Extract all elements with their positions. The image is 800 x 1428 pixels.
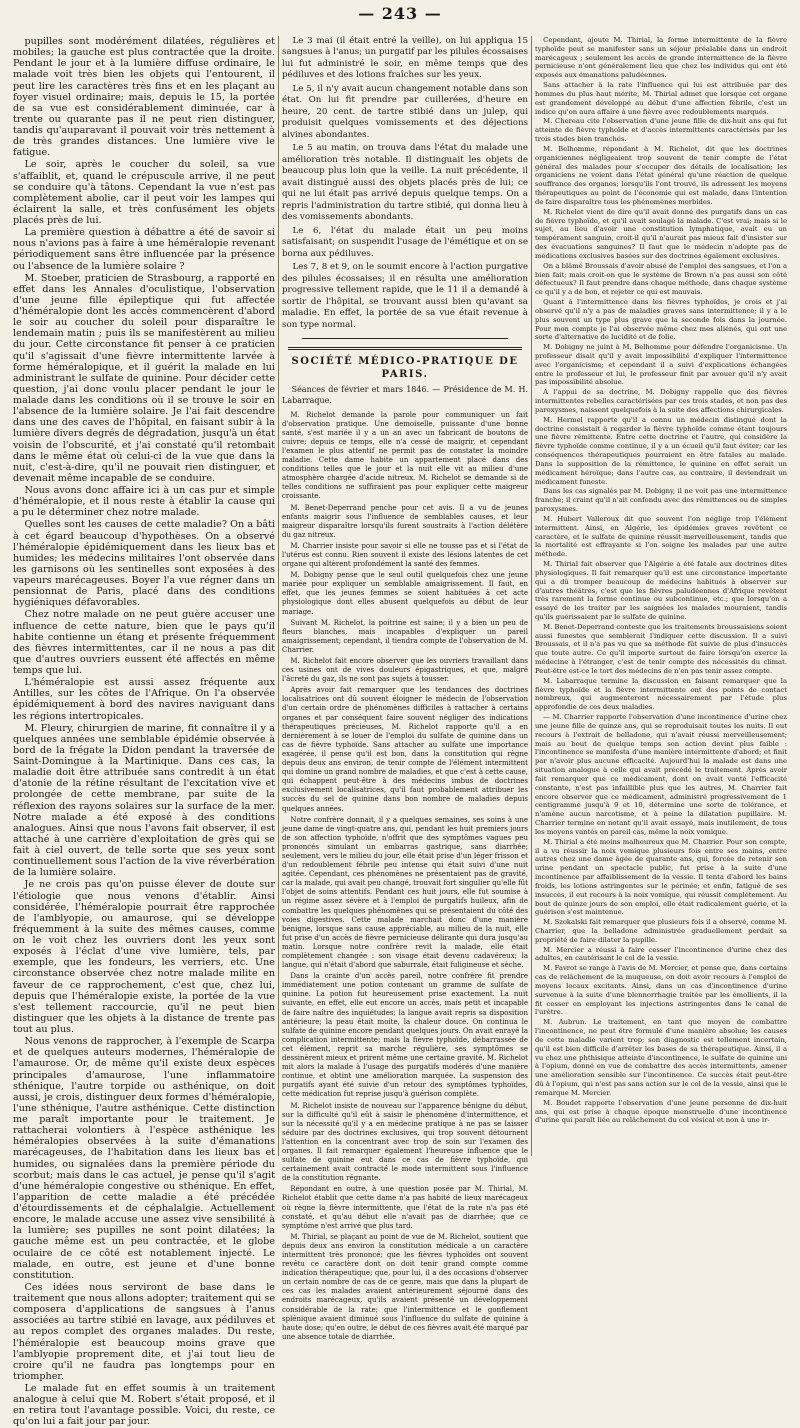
paragraph: Quant à l'intermittence dans les fièvres typhoïdes, je crois et j'ai observé qu'il n'y a pas de maladies graves sans intermittence; il y a le plus souvent un type plus grave que la seconde fois dans la journée. Pour mon compte je l'ai observée même chez mes aliénés, qui ont une sorte d'alternative de lucidité et de folie.: [535, 298, 787, 342]
paragraph: M. Benet-Deperrand conteste que les traitements broussaisiens soient aussi funestes que semblerait l'indiquer cette discussion. Il a suivi Broussais, et il n'a pas vu que sa méthode fût suivie de plus d'insuccès que toute autre. Ce qu'il importe surtout de faire lorsqu'on exerce la médecine à l'étranger, c'est de tenir compte des nécessités du climat. Peut-être est-ce le tort des médecins de n'en pas tenir assez compte.: [535, 622, 787, 675]
paragraph: Dans les cas signalés par M. Dobigny, il ne voit pas une intermittence franche; il craint qu'il n'ait confondu avec des rémittences ou de simples paroxysmes.: [535, 487, 787, 514]
paragraph: Cependant, ajoute M. Thirial, la forme intermittente de la fièvre typhoïde peut se manifester sans un séjour préalable dans un endroit marécageux ; seulement les accès de grande intermittence de la fièvre pernicieuse n'ont généralement lieu que chez les individus qui ont été exposés aux émanations paludéennes.: [535, 36, 787, 80]
paragraph: Suivant M. Richelot, la poitrine est saine; il y a bien un peu de fleurs blanches, mais incapables d'expliquer un pareil amaigrissement; cependant, il tiendra compte de l'observation de M. Charrier.: [282, 618, 528, 654]
paragraph: M. Labarraque termine la discussion en faisant remarquer que la fièvre typhoïde et la fièvre intermittente ont des points de contact nombreux, qui augmenteront nécessairement par l'étude plus approfondie de ces deux maladies.: [535, 676, 787, 712]
paragraph: M. Belhomme, répondant à M. Richelot, dit que les doctrines organiciennes négligeaient trop souvent de tenir compte de l'état général des malades pour s'occuper des détails de localisation; les organiciens ne voient dans l'état général qu'une réaction de quelque souffrance des organes; lorsqu'ils l'ont trouvé, ils adressent les moyens thérapeutiques au point de l'économie qui est malade, dans l'intention de faire disparaître tous les phénomènes morbides.: [535, 144, 787, 206]
paragraph: On a blâmé Broussais d'avoir abusé de l'emploi des sangsues, et l'on a bien fait; mais croit-on que le système de Brown n'a pas aussi son côté défectueux? Il faut prendre dans chaque méthode, dans chaque système ce qu'il y a de bon, et rejeter ce qui est mauvais.: [535, 261, 787, 297]
section-title: SOCIÉTÉ MÉDICO-PRATIQUE DE PARIS.: [291, 356, 519, 381]
section-rule: [302, 338, 508, 339]
column-right: [535, 36, 787, 1161]
paragraph: M. Mercier a réussi à faire cesser l'incontinence d'urine chez des adultes, en cautérisant le col de la vessie.: [535, 945, 787, 963]
paragraph: M. Richelot vient de dire qu'il avait donné des purgatifs dans un cas de fièvre typhoïde, et qu'il avait soulagé la malade. C'est vrai; mais si le sujet, au lieu d'avoir une constitution lymphatique, avait eu un tempérament sanguin, croit-il qu'il n'aurait pas mieux fait d'insister sur des évacuations sanguines? Il faut que le médecin n'adopte pas de médications exclusives basées sur des doctrines également exclusives.: [535, 207, 787, 260]
paragraph: M. Richelot demande la parole pour communiquer un fait d'observation pratique. Une demoiselle, puissante d'une bonne santé, s'est mariée il y a un an avec un fabricant de boutons de cuivre; depuis ce temps, elle n'a cessé de maigrir, et cependant l'examen le plus attentif ne permit pas de constater la moindre maladie. Cette dame habite un appartement placé dans des conditions telles que le jour et la nuit elle vit au milieu d'une atmosphère chargée d'acide nitreux. M. Richelot se demande si de telles conditions ne suffiraient pas pour expliquer cette maigreur croissante.: [282, 410, 528, 501]
paragraph: M. Thirial fait observer que l'Algérie a été fatale aux doctrines dites physiologiques. Il fait remarquer qu'il est une circonstance importante qui a dû tromper beaucoup de médecins habitués à observer sur d'autres théâtres, c'est que les fièvres paludéennes d'Afrique revêtent très rarement la forme continue ou subcontinue, etc.; que lorsqu'on a essayé de les traiter par les saignées les malades mouraient, tandis qu'ils guérissaient par le sulfate de quinine.: [535, 560, 787, 621]
paragraph: Nous venons de rapprocher, à l'exemple de Scarpa et de quelques auteurs modernes, l'héméralopie de l'amaurose. Or, de même qu'il existe deux espèces principales d'amaurose, l'une inflammatoire sthénique, l'autre torpide ou asthénique, on doit aussi, je crois, distinguer deux formes d'héméralopie, l'une sthénique, l'autre asthénique. Cette distinction me paraît importante pour le traitement. Je rattacherai volontiers à l'espèce asthénique les héméralopies observées à la suite d'émanations marécageuses, de l'habitation dans les lieux bas et humides, ou signalées dans la première période du scorbut; mais dans le cas actuel, je pense qu'il s'agit d'une héméralopie congestive ou sthénique. En effet, l'apparition de cette maladie a été précédée d'étourdissements et de céphalalgie. Actuellement encore, le malade accuse une assez vive sensibilité à la lumière; ses pupilles ne sont point dilatées; la gauche même est un peu contractée, et le globe oculaire de ce côté est notablement injecté. Le malade, en outre, est jeune et d'une bonne constitution.: [13, 1036, 275, 1281]
paragraph: Répondant en outre, à une question posée par M. Thirial, M. Richelot établit que cette dame n'a pas habité de lieux marécageux où règne la fièvre intermittente, que l'état de la rate n'a pas été constaté, et qu'au début elle n'avait pas de diarrhée; que ce symptôme n'est arrivé que plus tard.: [282, 1185, 528, 1230]
paragraph: M. Boudet rapporte l'observation d'une jeune personne de dix-huit ans, qui est prise à chaque époque menstruelle d'une incontinence d'urine qui paraît liée au relâchement du col vésical et non à une ir-: [535, 1098, 787, 1125]
paragraph: La première question à débattre a été de savoir si nous n'avions pas à faire à une héméralopie revenant périodiquement sans être influencée par la présence ou l'absence de la lumière solaire ?: [13, 227, 275, 272]
paragraph: Sans attacher à la rate l'influence qui lui est attribuée par des hommes du plus haut mérite, M. Thirial admet que lorsque cet organe est grandement développé au début d'une affection fébrile, c'est un indice qu'on aura affaire à une fièvre avec redoublements marqués.: [535, 81, 787, 116]
paragraph: M. Benet-Deperrand penche pour cet avis. Il a vu de jeunes enfants maigrir sous l'influence de semblables causes, et leur maigreur disparaître lorsqu'ils furent soustraits à l'action délétère du gaz nitreux.: [282, 503, 528, 539]
paragraph: Notre confrère donnait, il y a quelques semaines, ses soins à une jeune dame de vingt-quatre ans, qui, pendant les huit premiers jours de son affection typhoïde, n'offrit que des symptômes vagues peu prononcés simulant un embarras gastrique, sans diarrhée; seulement, vers le milieu du jour, elle était prise d'un léger frisson et d'un redoublement fébrile peu intense qui était suivi d'une nuit agitée. Cependant, ces phénomènes ne présentaient pas de gravité, car la malade, qui avait peu changé, trouvait fort singulier qu'elle fût l'objet de soins attentifs. Pendant ces huit jours, elle fut soumise à un régime assez sévère et à l'emploi de purgatifs huileux, afin de combattre les quelques phénomènes qui se présentaient du côté des voies digestives. Cette malade marchait donc d'une manière bénigne, lorsque sans cause appréciable, au milieu de la nuit, elle fut prise d'un accès de fièvre pernicieuse délirante qui dura jusqu'au matin. Lorsque notre confrère revit la malade, elle était complètement changée : son visage était devenu cadavéreux; la langue, qui n'était d'abord que saburrale, était fuligineuse et sèche.: [282, 815, 528, 970]
session-line: Séances de février et mars 1846. — Présidence de M. H. Labarraque.: [282, 385, 528, 406]
paragraph: Chez notre malade on ne peut guère accuser une influence de cette nature, bien que le pays qu'il habite contienne un étang et présente fréquemment des fièvres intermittentes, car il ne nous a pas dit que d'autres ouvriers eussent été affectés en même temps que lui.: [13, 609, 275, 676]
paragraph: L'héméralopie est aussi assez fréquente aux Antilles, sur les côtes de l'Afrique. On l'a observée épidémiquement à bord des navires naviguant dans les régions intertropicales.: [13, 677, 275, 722]
column-divider: [278, 36, 279, 1156]
paragraph: Nous avons donc affaire ici à un cas pur et simple d'héméralopie, et il nous reste à établir la cause qui a pu le déterminer chez notre malade.: [13, 485, 275, 519]
paragraph: M. Thirial, se plaçant au point de vue de M. Richelot, soutient que depuis deux ans environ la constitution médicale a un caractère intermittent très prononcé; que les fièvres typhoïdes ont souvent revêtu ce caractère dont on doit tenir grand compte comme indication thérapeutique; que, pour lui, il a des occasions d'observer un certain nombre de cas de ce genre, mais que dans la plupart de ces cas les malades avaient antérieurement séjourné dans des endroits marécageux, qu'ils avaient présenté un développement considérable de la rate; que l'intermittence et le gonflement splénique avaient diminué sous l'influence du sulfate de quinine à haute dose; qu'en outre, le début de ces fièvres avait été marqué par une absence totale de diarrhée.: [282, 1232, 528, 1341]
paragraph: — M. Charrier rapporte l'observation d'une incontinence d'urine chez une jeune fille de quinze ans, qui se reproduisait toutes les nuits. Il eut recours à l'extrait de belladone, qui n'avait réussi merveilleusement; mais au bout de quelque temps son action devint plus faible : l'incontinence se manifesta d'une manière intermittente d'abord; et finit par n'avoir plus aucune efficacité. Aujourd'hui la malade est dans une situation analogue à celle qui avait précédé le traitement. Après avoir fait remarquer que ce médicament, dont on avait vanté l'efficacité constante, n'est pas infaillible plus que les autres, M. Charrier fait encore observer que ce médicament, administré progressivement de 1 centigramme jusqu'à 9 et 10, détermine une sorte de tolérance, et n'amène aucun narcotisme, et à peine la dilatation pupillaire. M. Charrier termine en notant qu'il avait essayé, mais inutilement, de tous les moyens vantés en pareil cas, même la noix vomique.: [535, 713, 787, 836]
paragraph: M. Szokalski fait remarquer que plusieurs fois il a observé, comme M. Charrier, que la belladone administrée graduellement perdait sa propriété de faire dilater la pupille.: [535, 918, 787, 944]
society-proceedings: [282, 411, 528, 1342]
paragraph: M. Hermel rapporte qu'il a connu un médecin distingué dont la doctrine consistait à regarder la fièvre typhoïde comme étant toujours une fièvre rémittente. Entre cette doctrine et l'autre, qui considère la fièvre typhoïde comme continue, il y a un écueil qu'il faut éviter; car les conséquences thérapeutiques pourraient en être fatales au malade. Dans la supposition de la rémittence, le quinine en effet serait un médicament héroïque; dans l'autre cas, au contraire, il deviendrait un médicament funeste.: [535, 415, 787, 486]
paragraph: Le soir, après le coucher du soleil, sa vue s'affaiblit, et, quand le crépuscule arrive, il ne peut se conduire qu'à tâtons. Cependant la vue n'est pas complètement abolie, car il peut voir les lampes qui éclairent la salle, et très confusément les objets placés près de lui.: [13, 159, 275, 226]
paragraph: Les 7, 8 et 9, on le soumit encore à l'action purgative des pilules écossaises; il en résulta une amélioration progressive tellement rapide, que le 11 il a demandé à sortir de l'hôpital, se trouvant aussi bien qu'avant sa maladie. En effet, la portée de sa vue était revenue à son type normal.: [282, 262, 528, 330]
paragraph: M. Charrier insiste pour savoir si elle ne tousse pas et si l'état de l'utérus est connu. Rien souvent il existe des lésions latentes de cet organe qui altèrent profondément la santé des femmes.: [282, 541, 528, 569]
paragraph: M. Thirial a été moins malheureux que M. Charrier. Pour son compte, il a vu réussir la noix vomique plusieurs fois entre ses mains, entre autres chez une dame âgée de quarante ans, qui, forcée de retenir son urine pendant un spectacle public, fut prise à la suite d'une incontinence par affaiblissement de la vessie. Il tenta d'abord les bains froids, les lotions astringentes sur le périnée; et enfin, fatigué de ses insuccès, il eut recours à la noix vomique, qui réussit complètement. Au bout de quinze jours de son emploi, elle était radicalement guérie, et la guérison s'est maintenue.: [535, 837, 787, 917]
paragraph: Quelles sont les causes de cette maladie? On a bâti à cet égard beaucoup d'hypothèses. On a observé l'héméralopie épidémiquement dans les lieux bas et humides; les médecins militaires l'ont observée dans les garnisons où les sentinelles sont exposées à des vapeurs marécageuses. Boyer l'a vue régner dans un pensionnat de Paris, placé dans des conditions hygiéniques défavorables.: [13, 519, 275, 609]
paragraph: M. Dobigny pense que le seul outil quelquefois chez une jeune mariée pour expliquer un semblable amaigrissement. Il faut, en effet, que les jeunes femmes se soient habituées à cet acte physiologique dont elles abusent quelquefois au début de leur mariage.: [282, 571, 528, 616]
paragraph: Le 5, il n'y avait aucun changement notable dans son état. On lui fit prendre par cuillerées, d'heure en heure, 20 cent. de tartre stibié dans un julep, qui produisit quelques vomissements et des déjections alvines abondantes.: [282, 83, 528, 140]
paragraph: Je ne crois pas qu'on puisse élever de doute sur l'étiologie que nous venons d'établir. Ainsi considérée, l'héméralopie pourrait être rapprochée de l'amblyopie, ou amaurose, qui se développe fréquemment à la suite des mêmes causes, comme on le voit chez les ouvriers dont les yeux sont exposés à l'éclat d'une vive lumière, tels, par exemple, que les fondeurs, les verriers, etc. Une circonstance observée chez notre malade milite en faveur de ce rapprochement, c'est que, chez lui, depuis que l'héméralopie existe, la portée de la vue s'est tellement raccourcie, qu'il ne peut bien distinguer que les objets à la distance de trente pas tout au plus.: [13, 879, 275, 1035]
paragraph: M. Favrot se range à l'avis de M. Mercier, et pense que, dans certains cas de relâchement de la muqueuse, on doit avoir recours à l'emploi de moyens locaux excitants. Ainsi, dans un cas d'incontinence d'urine survenue à la suite d'une blennorrhagie traitée par les émollients, il la fit cesser en employant les injections astringentes dans le canal de l'urètre.: [535, 964, 787, 1017]
paragraph: Le 3 mai (il était entré la veille), on lui appliqua 15 sangsues à l'anus; un purgatif par les pilules écossaises lui fut administré le soir, en même temps que des pédiluves et des lotions fraîches sur les yeux.: [282, 36, 528, 81]
page-number: — 243 —: [358, 4, 442, 23]
paragraph: M. Chereau cite l'observation d'une jeune fille de dix-huit ans qui fut atteinte de fièvre typhoïde et d'accès intermittents caractérisés par les trois stades bien tranchés.: [535, 117, 787, 144]
section-double-rule: [288, 347, 522, 350]
column-divider: [531, 36, 532, 1156]
column-middle: [282, 36, 528, 1341]
paragraph: A l'appui de sa doctrine, M. Dobigny rappelle que des fièvres intermittentes rebelles caractérisées par ces trois stades, et non pas des paroxysmes, naissent quelquefois à la suite des affections chirurgicales.: [535, 388, 787, 414]
paragraph: M. Richelot fait encore observer que les ouvriers travaillant dans ces usines ont de vives douleurs épigastriques, et que, malgré l'âcreté du gaz, ils ne sont pas sujets à tousser.: [282, 657, 528, 684]
paragraph: M. Richelot insiste de nouveau sur l'apparence bénigne du début, sur la difficulté qu'il eût à saisir le phénomène d'intermittence, et sur la nécessité qu'il y a en médecine pratique à ne pas se laisser séduire par des doctrines exclusives, qui trop souvent détournent l'attention en la concentrant avec trop de soin sur l'examen des organes. Il fait remarquer également l'heureuse influence que le sulfate de quinine eut dans ce cas de fièvre typhoïde, qui certainement avait contracté le mode intermittent sous l'influence de la constitution régnante.: [282, 1101, 528, 1183]
paragraph: Dans la crainte d'un accès pareil, notre confrère fit prendre immédiatement une potion contenant un gramme de sulfate de quinine. La potion fut heureusement prise exactement. La nuit suivante, en effet, elle eut encore un accès, mais petit et incapable de faire naître des inquiétudes; la langue avait repris sa disposition antérieure; la peau était moite, la chaleur douce. On continua le sulfate de quinine encore pendant quelques jours. On avait enrayé la complication intermittente; mais la fièvre typhoïde, débarrassée de cet élément, reprit sa marche régulière, ses symptômes se dessinèrent mieux et prirent même une certaine gravité. M. Richelot mit alors la malade à l'usage des purgatifs modérés d'une manière continue, et obtint une amélioration marquée. La suspension des purgatifs ayant été suivie d'un retour des symptômes typhoïdes, cette médication fut reprise jusqu'à guérison complète.: [282, 972, 528, 1099]
paragraph: M. Hubert Valleroux dit que souvent l'on néglige trop l'élément intermittent. Ainsi, en Algérie, les épidémies graves revêtent ce caractère, et le sulfate de quinine réussit merveilleusement, tandis que la mortalité est effrayante si l'on soigne les malades par une autre méthode.: [535, 514, 787, 559]
paragraph: M. Dobigny ne juint à M. Belhomme pour défendre l'organicisme. Un professeur disait qu'il y avait impossibilité d'expliquer l'intermittence avec l'organicisme; et cependant il a suivi d'explications échangées entre le professeur et lui, le professeur finit par avouer qu'il n'y avait pas impossibilité absolue.: [535, 343, 787, 387]
paragraph: M. Fleury, chirurgien de marine, fit connaître il y a quelques années une semblable épidémie observée à bord de la frégate la Didon pendant la traversée de Saint-Domingue à la Martinique. Dans ces cas, la maladie doit être attribuée sans contredit à un état d'atonie de la rétine résultant de l'excitation vive et prolongée de cette membrane, par suite de la réflexion des rayons solaires sur la surface de la mer. Notre malade a été exposé à des conditions analogues. Ainsi que nous l'avons fait observer, il est attaché à une carrière d'exploitation de grès qui se fait à ciel ouvert, de telle sorte que ses yeux sont continuellement sous l'action de la vive réverbération de la lumière solaire.: [13, 722, 275, 879]
paragraph: M. Stoeber, praticien de Strasbourg, a rapporté en effet dans les Annales d'oculistique, l'observation d'une jeune fille épileptique qui fut affectée d'héméralopie dont les accès commencèrent d'abord le soir au coucher du soleil pour disparaître le lendemain matin ; puis ils se manifestèrent au milieu du jour. Cette circonstance fit penser à ce praticien qu'il s'agissait d'une fièvre intermittente larvée à forme héméralopique, et il guérit la malade en lui administrant le sulfate de quinine. Pour décider cette question, j'ai donc voulu placer pendant le jour le malade dans les conditions où il se trouve le soir en l'absence de la lumière solaire. Je l'ai fait descendre dans une des caves de l'hôpital, en faisant subir à la lumière divers degrés de dégradation, jusqu'à un état voisin de l'obscurité, et j'ai constaté qu'il retombait dans le même état où celui-ci de la vue que dans la nuit, c'est-à-dire, qu'il ne pouvait rien distinguer, et devenait même incapable de se conduire.: [13, 272, 275, 484]
paragraph: Le 6, l'état du malade était un peu moins satisfaisant; on suspendit l'usage de l'émétique et on se borna aux pédiluves.: [282, 225, 528, 259]
column-left: [13, 36, 275, 1428]
paragraph: Ces idées nous serviront de base dans le traitement que nous allons adopter; traitement qui se composera d'applications de sangsues à l'anus associées au tartre stibié en lavage, aux pédiluves et au repos complet des organes malades. Du reste, l'héméralopie est beaucoup moins grave que l'amblyopie proprement dite, et j'ai tout lieu de croire qu'il ne faudra pas longtemps pour en triompher.: [13, 1281, 275, 1382]
hospital-case-continuation: [282, 36, 528, 331]
paragraph: Le 5 au matin, on trouva dans l'état du malade une amélioration très notable. Il distinguait les objets de beaucoup plus loin que la veille. La nuit précédente, il avait distingué aussi des objets placés près de lui; ce qui ne lui était pas arrivé depuis quelque temps. On a repris l'administration du tartre stibié, qui donna lieu à des vomissements abondants.: [282, 143, 528, 223]
paragraph: pupilles sont modérément dilatées, régulières et mobiles; la gauche est plus contractée que la droite. Pendant le jour et à la lumière diffuse ordinaire, le malade voit très bien les objets qui l'entourent, il peut lire les caractères très fins et en les plaçant au foyer visuel ordinaire; mais, depuis le 15, la portée de sa vue est considérablement diminuée, car à trente ou quarante pas il ne peut rien distinguer, tandis qu'auparavant il pouvait voir très nettement à de très grandes distances. Une lumière vive le fatigue.: [13, 36, 275, 159]
paragraph: M. Aubrun. Le traitement, en tant que moyen de combattre l'incontinence, ne peut être formulé d'une manière absolue; les causes de cette maladie varient trop; son diagnostic est tellement incertain, qu'il est bien difficile d'arrêter les bases de sa thérapeutique. Ainsi, il a vu chez une phthisique atteinte d'incontinence, le sulfate de quinine uni à l'opium, donné en vue de combattre des accès intermittents, amener une amélioration sensible sur l'incontinence. Ce succès était peut-être dû à l'opium, qui n'est pas sans action sur le col de la vessie, ainsi que le remarque M. Mercier.: [535, 1018, 787, 1097]
paragraph: Après avoir fait remarquer que les tendances des doctrines localisatrices ont dû souvent éloigner le médecin de l'observation d'un certain ordre de phénomènes difficiles à rattacher à certains organes et par conséquent faire souvent négliger des indications thérapeutiques précieuses, M. Richelot rapporte qu'il a en dernièrement à se louer de l'emploi du sulfate de quinine dans un cas de fièvre typhoïde. Sans attacher au sulfate une importance exagérée, il pense qu'il est bon, dans la constitution qui règne depuis deux ans environ, de tenir compte de l'élément intermittent qui domine un grand nombre de maladies, et que c'est à cette cause, qui échappent peut-être à des médecins imbus de doctrines exclusivement localisatrices, qu'il faut probablement attribuer les succès du sel de quinine dans bon nombre de maladies depuis quelques années.: [282, 686, 528, 813]
paragraph: Le malade fut en effet soumis à un traitement analogue à celui que M. Robert s'était proposé, et il en retira tout l'avantage possible. Voici, du reste, ce qu'on lui a fait jour par jour.: [13, 1383, 275, 1428]
